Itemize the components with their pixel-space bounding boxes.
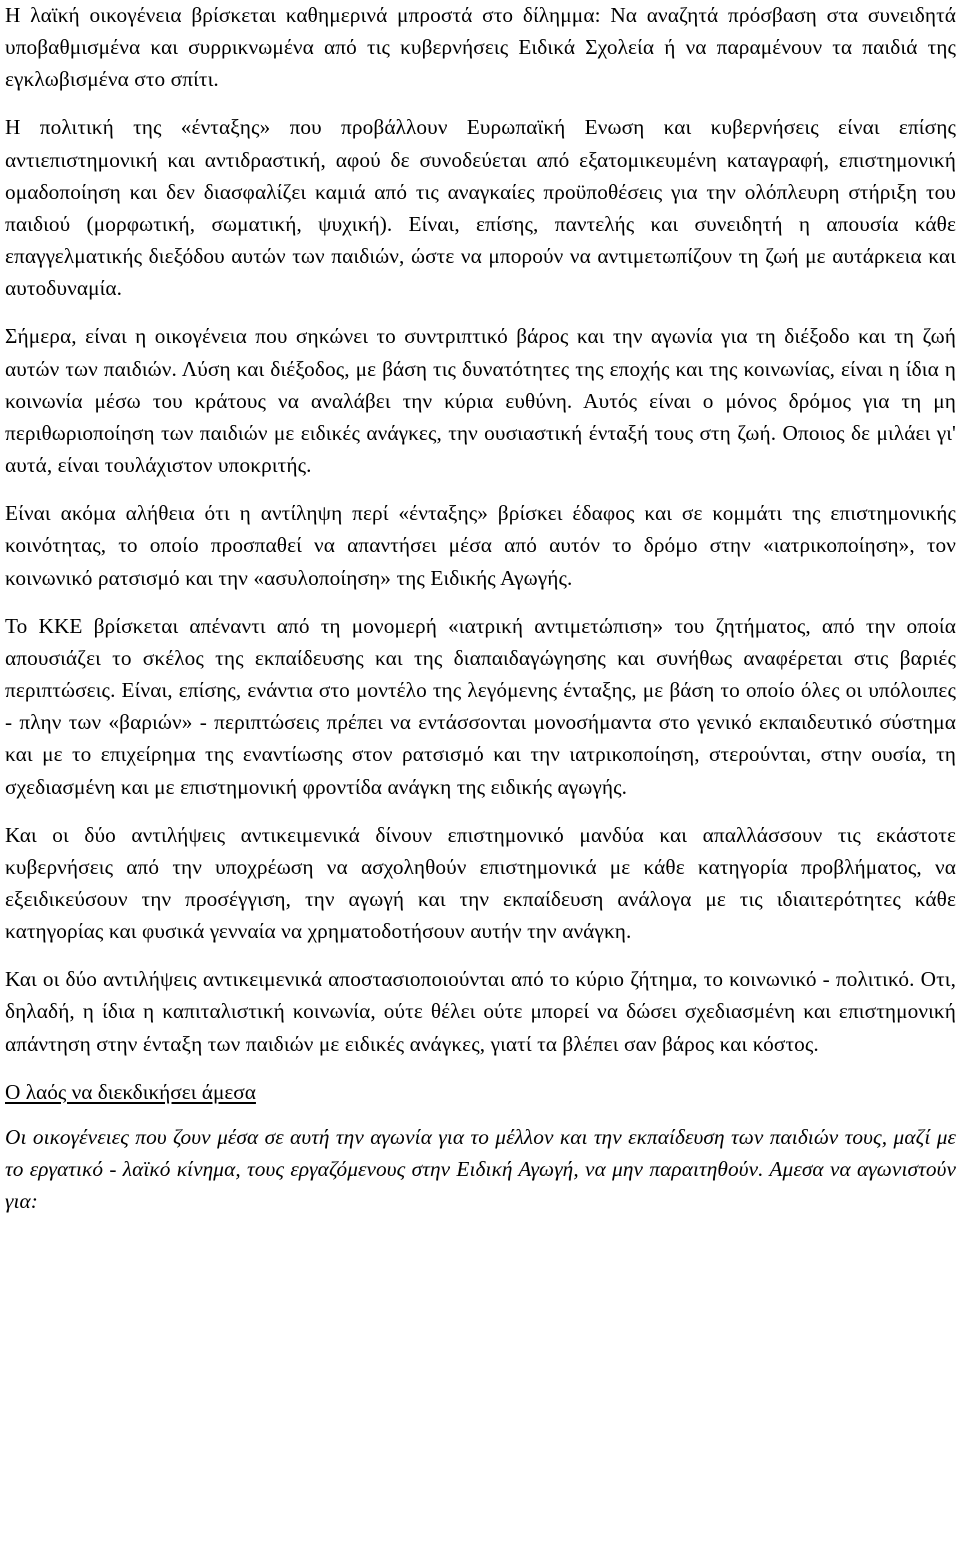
paragraph-dilemma: Η λαϊκή οικογένεια βρίσκεται καθημερινά μπροστά στο δίλημμα: Να αναζητά πρόσβαση στα συνειδητά υποβαθμισμένα και συρρικνωμένα από τις κυβερνήσεις Ειδικά Σχολεία ή να παραμένουν τα παιδιά της εγκλωβισμένα στο σπίτι. [5,3,956,92]
section-heading: Ο λαός να διεκδικήσει άμεσα [5,1079,256,1104]
paragraph-both-views-distance: Και οι δύο αντιλήψεις αντικειμενικά αποστασιοποιούνται από το κύριο ζήτημα, το κοινωνικό - πολιτικό. Οτι, δηλαδή, η ίδια η καπιταλιστική κοινωνία, ούτε θέλει ούτε μπορεί να δώσει σχεδιασμένη και επιστημονική απάντηση στην ένταξη των παιδιών με ειδικές ανάγκες, γιατί τα βλέπει σαν βάρος και κόστος. [5,967,956,1056]
paragraph-both-views-cover: Και οι δύο αντιλήψεις αντικειμενικά δίνουν επιστημονικό μανδύα και απαλλάσσουν τις εκάστοτε κυβερνήσεις από την υποχρέωση να ασχοληθούν επιστημονικά με κάθε κατηγορία προβλήματος, να εξειδικεύσουν την προσέγγιση, την αγωγή και την εκπαίδευση ανάλογα με τις ιδιαιτερότητες κάθε κατηγορίας και φυσικά γενναία να χρηματοδοτήσουν αυτήν την ανάγκη. [5,822,956,944]
document-page [5,0,956,1217]
italic-paragraph: Οι οικογένειες που ζουν μέσα σε αυτή την αγωνία για το μέλλον και την εκπαίδευση των παιδιών τους, μαζί με το εργατικό - λαϊκό κίνημα, τους εργαζόμενους στην Ειδική Αγωγή, να μην παραιτηθούν. Αμεσα να αγωνιστούν για: [5,1124,956,1214]
paragraph-family-burden: Σήμερα, είναι η οικογένεια που σηκώνει το συντριπτικό βάρος και την αγωνία για τη διέξοδο και τη ζωή αυτών των παιδιών. Λύση και διέξοδος, με βάση τις δυνατότητες της εποχής και της κοινωνίας, είναι η ίδια η κοινωνία μέσω του κράτους να αναλάβει την κύρια ευθύνη. Αυτός είναι ο μόνος δρόμος για τη μη περιθωριοποίηση των παιδιών με ειδικές ανάγκες, την ουσιαστική ένταξή τους στη ζωή. Οποιος δε μιλάει γι' αυτά, είναι τουλάχιστον υποκριτής. [5,324,956,478]
paragraph-kke-position: Το ΚΚΕ βρίσκεται απέναντι από τη μονομερή «ιατρική αντιμετώπιση» του ζητήματος, από την οποία απουσιάζει το σκέλος της εκπαίδευσης και της διαπαιδαγώγησης και συνήθως αναφέρεται στις βαριές περιπτώσεις. Είναι, επίσης, ενάντια στο μοντέλο της λεγόμενης ένταξης, με βάση το οποίο όλες οι υπόλοιπες - πλην των «βαριών» - περιπτώσεις πρέπει να εντάσσονται μονοσήμαντα στο γενικό εκπαιδευτικό σύστημα και με το επιχείρημα της εναντίωσης στον ρατσισμό και την ιατρικοποίηση, στερούνται, στην ουσία, τη σχεδιασμένη και με επιστημονική φροντίδα ανάγκη της ειδικής αγωγής. [5,613,956,799]
paragraph-integration-policy: Η πολιτική της «ένταξης» που προβάλλουν Ευρωπαϊκή Ενωση και κυβερνήσεις είναι επίσης αντιεπιστημονική και αντιδραστική, αφού δε συνοδεύεται από εξατομικευμένη καταγραφή, επιστημονική ομαδοποίηση και δεν διασφαλίζει καμιά από τις αναγκαίες προϋποθέσεις για την ολόπλευρη στήριξη του παιδιού (μορφωτική, σωματική, ψυχική). Είναι, επίσης, παντελής και συνειδητή η απουσία κάθε επαγγελματικής διεξόδου αυτών των παιδιών, ώστε να μπορούν να αντιμετωπίζουν τη ζωή με αυτάρκεια και αυτοδυναμία. [5,115,956,301]
paragraph-scientific-community: Είναι ακόμα αλήθεια ότι η αντίληψη περί «ένταξης» βρίσκει έδαφος και σε κομμάτι της επιστημονικής κοινότητας, το οποίο προσπαθεί να απαντήσει μέσα από αυτόν το δρόμο στην «ιατρικοποίηση», τον κοινωνικό ρατσισμό και την «ασυλοποίηση» της Ειδικής Αγωγής. [5,501,956,590]
